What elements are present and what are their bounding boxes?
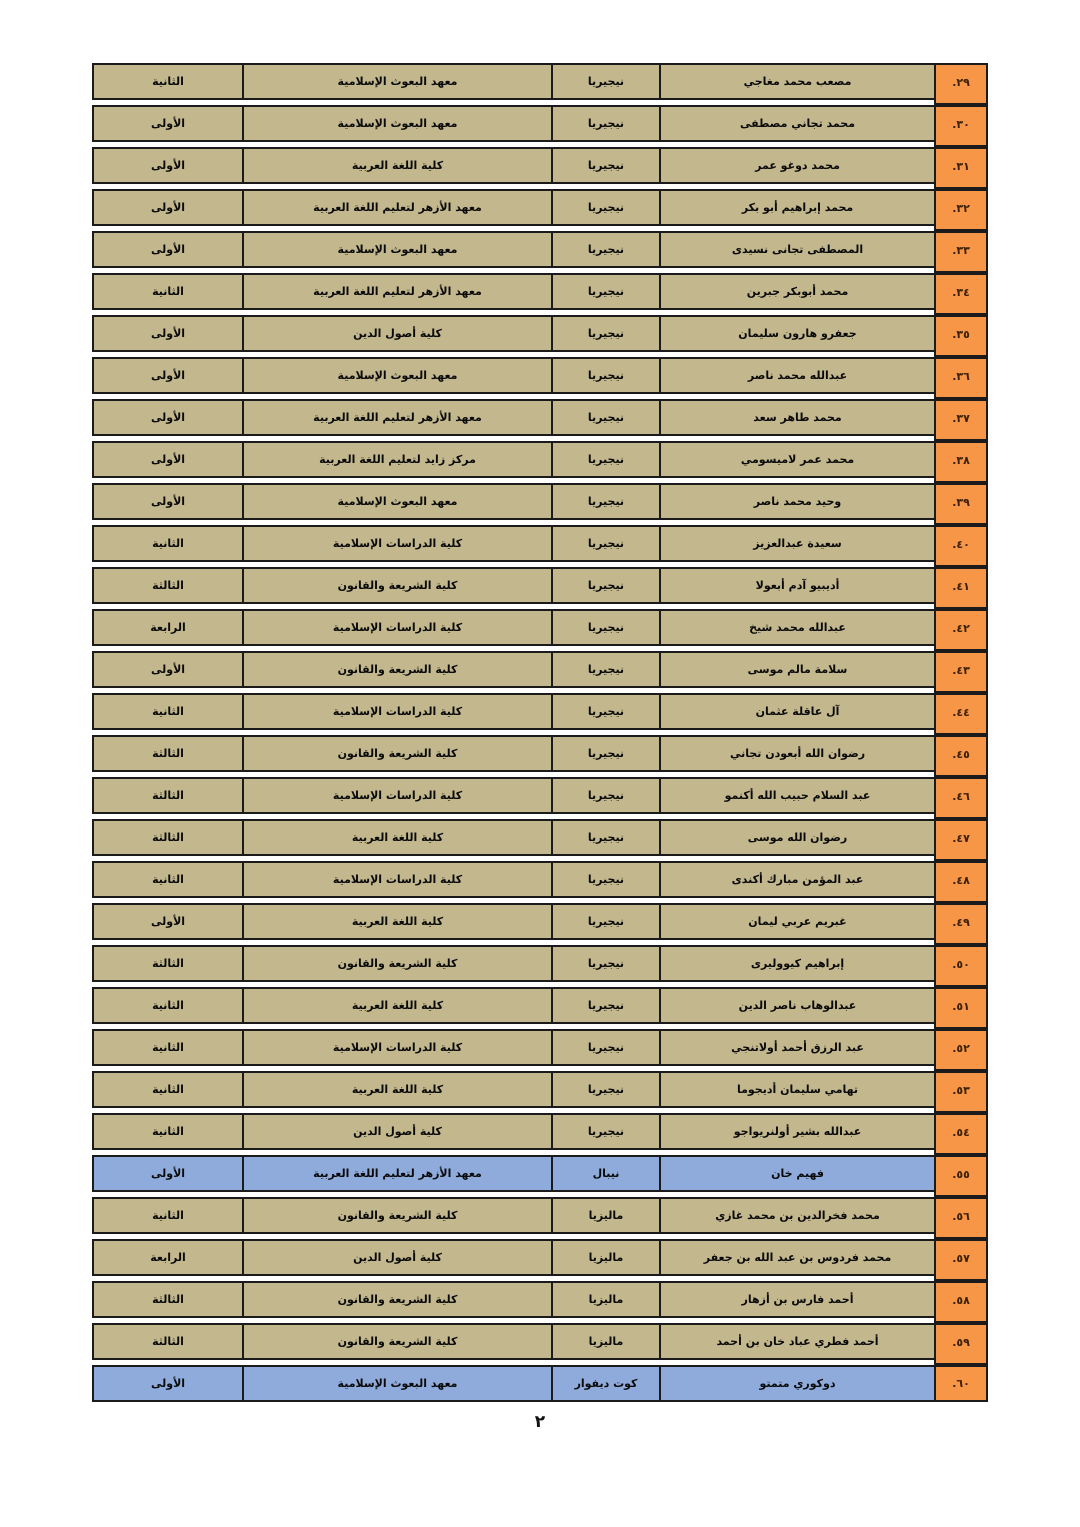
student-number-cell: ٤٦. xyxy=(934,777,988,819)
student-institute-cell: معهد الأزهر لتعليم اللغة العربية xyxy=(242,1155,553,1192)
student-name-cell: محمد أبوبكر جبرين xyxy=(659,273,936,310)
student-number-cell: ٥٧. xyxy=(934,1239,988,1281)
student-country-cell: نيجيريا xyxy=(551,693,661,730)
student-name-cell: سلامة مالم موسى xyxy=(659,651,936,688)
student-number-cell: ٤٨. xyxy=(934,861,988,903)
student-country-cell: نيجيريا xyxy=(551,735,661,772)
student-level-cell: الثانية xyxy=(92,63,244,100)
table-row xyxy=(92,357,996,394)
student-level-cell: الأولى xyxy=(92,105,244,142)
table-row xyxy=(92,1071,996,1108)
student-number-cell: ٤٩. xyxy=(934,903,988,945)
student-level-cell: الأولى xyxy=(92,651,244,688)
student-institute-cell: كلية الشريعة والقانون xyxy=(242,1323,553,1360)
table-row xyxy=(92,609,996,646)
student-name-cell: محمد دوغو عمر xyxy=(659,147,936,184)
table-row xyxy=(92,987,996,1024)
table-row xyxy=(92,1113,996,1150)
student-level-cell: الثانية xyxy=(92,525,244,562)
student-country-cell: ماليزيا xyxy=(551,1323,661,1360)
student-table xyxy=(92,63,996,1407)
student-level-cell: الثانية xyxy=(92,1071,244,1108)
student-institute-cell: معهد البعوث الإسلامية xyxy=(242,483,553,520)
table-row xyxy=(92,105,996,142)
student-name-cell: عبدالله محمد شيخ xyxy=(659,609,936,646)
student-name-cell: محمد تجاني مصطفى xyxy=(659,105,936,142)
table-row xyxy=(92,903,996,940)
table-row xyxy=(92,525,996,562)
student-number-cell: ٥٠. xyxy=(934,945,988,987)
student-institute-cell: كلية الدراسات الإسلامية xyxy=(242,609,553,646)
table-row xyxy=(92,189,996,226)
student-level-cell: الأولى xyxy=(92,147,244,184)
student-country-cell: ماليزيا xyxy=(551,1239,661,1276)
student-institute-cell: كلية الشريعة والقانون xyxy=(242,1197,553,1234)
student-number-cell: ٣٣. xyxy=(934,231,988,273)
student-level-cell: الرابعة xyxy=(92,609,244,646)
student-level-cell: الأولى xyxy=(92,903,244,940)
student-country-cell: نيجيريا xyxy=(551,231,661,268)
student-name-cell: فهيم خان xyxy=(659,1155,936,1192)
student-name-cell: رضوان الله موسى xyxy=(659,819,936,856)
table-row xyxy=(92,651,996,688)
student-number-cell: ٣٢. xyxy=(934,189,988,231)
student-country-cell: نيجيريا xyxy=(551,861,661,898)
student-country-cell: نيجيريا xyxy=(551,525,661,562)
student-institute-cell: معهد البعوث الإسلامية xyxy=(242,231,553,268)
student-level-cell: الثالثة xyxy=(92,1281,244,1318)
student-name-cell: محمد فردوس بن عبد الله بن جعفر xyxy=(659,1239,936,1276)
student-country-cell: نيبال xyxy=(551,1155,661,1192)
student-number-cell: ٣٩. xyxy=(934,483,988,525)
student-number-cell: ٥٢. xyxy=(934,1029,988,1071)
student-level-cell: الرابعة xyxy=(92,1239,244,1276)
student-number-cell: ٤٠. xyxy=(934,525,988,567)
student-number-cell: ٤٧. xyxy=(934,819,988,861)
student-number-cell: ٤٤. xyxy=(934,693,988,735)
table-row xyxy=(92,1323,996,1360)
student-institute-cell: كلية الدراسات الإسلامية xyxy=(242,1029,553,1066)
student-name-cell: إبراهيم كيووليرى xyxy=(659,945,936,982)
student-name-cell: وحيد محمد ناصر xyxy=(659,483,936,520)
student-country-cell: ماليزيا xyxy=(551,1281,661,1318)
student-institute-cell: كلية الدراسات الإسلامية xyxy=(242,861,553,898)
table-row xyxy=(92,1029,996,1066)
student-country-cell: نيجيريا xyxy=(551,189,661,226)
student-country-cell: كوت ديفوار xyxy=(551,1365,661,1402)
student-level-cell: الأولى xyxy=(92,483,244,520)
student-name-cell: دوكوري متمتو xyxy=(659,1365,936,1402)
table-row xyxy=(92,483,996,520)
student-institute-cell: كلية اللغة العربية xyxy=(242,987,553,1024)
student-level-cell: الثالثة xyxy=(92,567,244,604)
student-country-cell: نيجيريا xyxy=(551,273,661,310)
student-number-cell: ٤٢. xyxy=(934,609,988,651)
student-name-cell: مصعب محمد مغاجي xyxy=(659,63,936,100)
table-row xyxy=(92,315,996,352)
student-name-cell: أحمد فارس بن أزهار xyxy=(659,1281,936,1318)
student-number-cell: ٤٥. xyxy=(934,735,988,777)
student-name-cell: أديبيو آدم أبعولا xyxy=(659,567,936,604)
student-country-cell: نيجيريا xyxy=(551,357,661,394)
student-institute-cell: كلية اللغة العربية xyxy=(242,1071,553,1108)
student-institute-cell: معهد البعوث الإسلامية xyxy=(242,1365,553,1402)
student-institute-cell: معهد البعوث الإسلامية xyxy=(242,105,553,142)
student-number-cell: ٣٥. xyxy=(934,315,988,357)
table-row xyxy=(92,441,996,478)
student-number-cell: ٥٥. xyxy=(934,1155,988,1197)
student-name-cell: سعيدة عبدالعزيز xyxy=(659,525,936,562)
student-institute-cell: معهد الأزهر لتعليم اللغة العربية xyxy=(242,399,553,436)
student-country-cell: نيجيريا xyxy=(551,147,661,184)
table-row xyxy=(92,273,996,310)
student-country-cell: نيجيريا xyxy=(551,1071,661,1108)
table-row xyxy=(92,147,996,184)
student-name-cell: غبريم عربي ليمان xyxy=(659,903,936,940)
student-number-cell: ٦٠. xyxy=(934,1365,988,1402)
student-institute-cell: كلية أصول الدين xyxy=(242,1239,553,1276)
table-row xyxy=(92,1239,996,1276)
student-name-cell: محمد طاهر سعد xyxy=(659,399,936,436)
student-level-cell: الأولى xyxy=(92,1155,244,1192)
student-institute-cell: كلية الدراسات الإسلامية xyxy=(242,693,553,730)
student-country-cell: ماليزيا xyxy=(551,1197,661,1234)
table-row xyxy=(92,399,996,436)
student-institute-cell: كلية الدراسات الإسلامية xyxy=(242,525,553,562)
student-institute-cell: كلية اللغة العربية xyxy=(242,903,553,940)
student-institute-cell: كلية الشريعة والقانون xyxy=(242,1281,553,1318)
table-row xyxy=(92,1281,996,1318)
student-level-cell: الأولى xyxy=(92,441,244,478)
student-country-cell: نيجيريا xyxy=(551,987,661,1024)
student-country-cell: نيجيريا xyxy=(551,315,661,352)
student-level-cell: الثالثة xyxy=(92,735,244,772)
student-name-cell: رضوان الله أبعودن تجاني xyxy=(659,735,936,772)
student-number-cell: ٥٨. xyxy=(934,1281,988,1323)
student-level-cell: الثانية xyxy=(92,861,244,898)
student-institute-cell: معهد البعوث الإسلامية xyxy=(242,357,553,394)
student-number-cell: ٥٤. xyxy=(934,1113,988,1155)
student-number-cell: ٣٨. xyxy=(934,441,988,483)
student-level-cell: الأولى xyxy=(92,357,244,394)
student-number-cell: ٥٣. xyxy=(934,1071,988,1113)
student-institute-cell: كلية الشريعة والقانون xyxy=(242,945,553,982)
table-row xyxy=(92,861,996,898)
student-number-cell: ٤٣. xyxy=(934,651,988,693)
table-row xyxy=(92,63,996,100)
student-level-cell: الثالثة xyxy=(92,819,244,856)
student-institute-cell: كلية اللغة العربية xyxy=(242,147,553,184)
student-institute-cell: كلية الشريعة والقانون xyxy=(242,567,553,604)
student-level-cell: الثانية xyxy=(92,273,244,310)
table-row xyxy=(92,777,996,814)
student-institute-cell: كلية اللغة العربية xyxy=(242,819,553,856)
student-country-cell: نيجيريا xyxy=(551,399,661,436)
student-institute-cell: معهد الأزهر لتعليم اللغة العربية xyxy=(242,273,553,310)
student-name-cell: تهامي سليمان أديجوما xyxy=(659,1071,936,1108)
student-country-cell: نيجيريا xyxy=(551,483,661,520)
student-institute-cell: معهد البعوث الإسلامية xyxy=(242,63,553,100)
page-number: ٢ xyxy=(534,1412,546,1432)
table-row xyxy=(92,231,996,268)
student-level-cell: الأولى xyxy=(92,231,244,268)
student-level-cell: الأولى xyxy=(92,315,244,352)
table-row xyxy=(92,1365,996,1402)
student-level-cell: الثالثة xyxy=(92,945,244,982)
student-name-cell: أحمد فطري عباد خان بن أحمد xyxy=(659,1323,936,1360)
student-level-cell: الأولى xyxy=(92,189,244,226)
student-institute-cell: كلية الدراسات الإسلامية xyxy=(242,777,553,814)
student-name-cell: محمد عمر لاميسومي xyxy=(659,441,936,478)
student-country-cell: نيجيريا xyxy=(551,567,661,604)
student-country-cell: نيجيريا xyxy=(551,903,661,940)
student-level-cell: الأولى xyxy=(92,1365,244,1402)
student-name-cell: المصطفى تجانى نسيدى xyxy=(659,231,936,268)
student-number-cell: ٣٤. xyxy=(934,273,988,315)
table-row xyxy=(92,1155,996,1192)
student-country-cell: نيجيريا xyxy=(551,609,661,646)
student-country-cell: نيجيريا xyxy=(551,1029,661,1066)
student-level-cell: الثانية xyxy=(92,1029,244,1066)
table-row xyxy=(92,693,996,730)
student-level-cell: الثانية xyxy=(92,1197,244,1234)
student-country-cell: نيجيريا xyxy=(551,945,661,982)
table-row xyxy=(92,945,996,982)
student-level-cell: الثانية xyxy=(92,1113,244,1150)
student-country-cell: نيجيريا xyxy=(551,651,661,688)
student-country-cell: نيجيريا xyxy=(551,63,661,100)
student-number-cell: ٥١. xyxy=(934,987,988,1029)
student-number-cell: ٣١. xyxy=(934,147,988,189)
student-level-cell: الثانية xyxy=(92,693,244,730)
student-name-cell: عبدالوهاب ناصر الدين xyxy=(659,987,936,1024)
student-name-cell: محمد إبراهيم أبو بكر xyxy=(659,189,936,226)
table-row xyxy=(92,1197,996,1234)
student-level-cell: الثانية xyxy=(92,987,244,1024)
student-country-cell: نيجيريا xyxy=(551,441,661,478)
student-country-cell: نيجيريا xyxy=(551,819,661,856)
student-number-cell: ٣٠. xyxy=(934,105,988,147)
student-name-cell: عبد الرزق أحمد أولاتنجي xyxy=(659,1029,936,1066)
student-level-cell: الأولى xyxy=(92,399,244,436)
student-name-cell: عبد المؤمن مبارك أكندى xyxy=(659,861,936,898)
student-country-cell: نيجيريا xyxy=(551,1113,661,1150)
student-number-cell: ٣٦. xyxy=(934,357,988,399)
student-name-cell: محمد فخرالدين بن محمد غازي xyxy=(659,1197,936,1234)
student-name-cell: آل عاقلة عثمان xyxy=(659,693,936,730)
table-row xyxy=(92,819,996,856)
student-number-cell: ٥٩. xyxy=(934,1323,988,1365)
student-name-cell: عبدالله محمد ناصر xyxy=(659,357,936,394)
student-number-cell: ٤١. xyxy=(934,567,988,609)
student-institute-cell: كلية الشريعة والقانون xyxy=(242,735,553,772)
table-row xyxy=(92,567,996,604)
student-institute-cell: مركز زايد لتعليم اللغة العربية xyxy=(242,441,553,478)
student-number-cell: ٢٩. xyxy=(934,63,988,105)
table-row xyxy=(92,735,996,772)
student-name-cell: عبدالله بشير أولنريواجو xyxy=(659,1113,936,1150)
student-institute-cell: كلية أصول الدين xyxy=(242,315,553,352)
student-institute-cell: كلية أصول الدين xyxy=(242,1113,553,1150)
student-institute-cell: معهد الأزهر لتعليم اللغة العربية xyxy=(242,189,553,226)
student-number-cell: ٣٧. xyxy=(934,399,988,441)
student-country-cell: نيجيريا xyxy=(551,777,661,814)
student-level-cell: الثالثة xyxy=(92,1323,244,1360)
student-country-cell: نيجيريا xyxy=(551,105,661,142)
student-number-cell: ٥٦. xyxy=(934,1197,988,1239)
student-name-cell: عبد السلام حبيب الله أكنمو xyxy=(659,777,936,814)
student-level-cell: الثالثة xyxy=(92,777,244,814)
student-name-cell: جعفرو هارون سليمان xyxy=(659,315,936,352)
student-institute-cell: كلية الشريعة والقانون xyxy=(242,651,553,688)
